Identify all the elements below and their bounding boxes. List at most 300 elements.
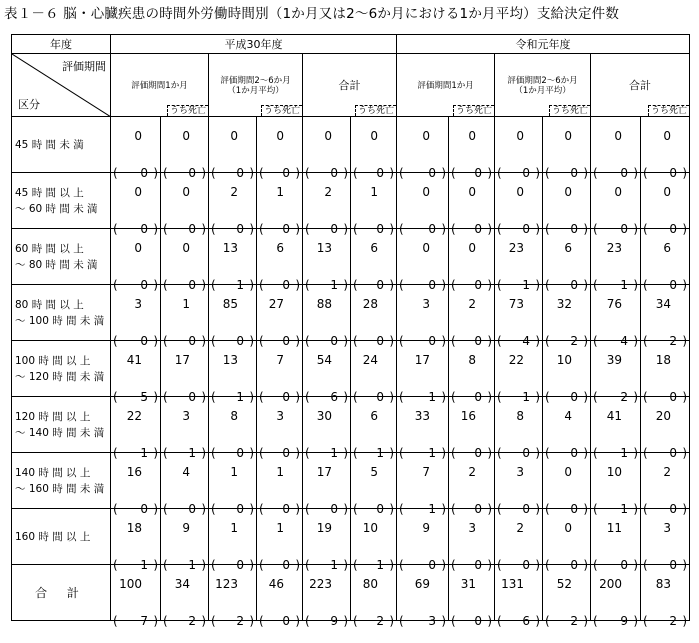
count-value: 1 — [276, 465, 284, 479]
r1-eval2-sublabel: （1か月平均） — [514, 86, 571, 96]
count-value: 10 — [606, 465, 623, 479]
table-row — [12, 117, 690, 173]
h30-eval1-label: 評価期間1か月 — [131, 81, 188, 91]
count-value: 0 — [182, 185, 190, 199]
row-label — [12, 117, 111, 173]
value-cell: 2 ( 0 ) — [449, 453, 495, 509]
paren-count: 0 — [236, 558, 244, 572]
paren-count: 0 — [522, 558, 531, 572]
count-value: 85 — [222, 297, 238, 311]
count-value: 3 — [663, 521, 672, 535]
value-cell: 7 ( 0 ) — [257, 341, 303, 397]
row-label — [12, 453, 111, 509]
count-value: 69 — [414, 577, 431, 591]
count-value: 73 — [508, 297, 525, 311]
value-cell: 0 ( 0 ) — [161, 117, 209, 173]
paren-count: 1 — [428, 446, 437, 460]
r1-eval2-header — [495, 54, 591, 117]
count-value: 0 — [516, 185, 525, 199]
count-value: 3 — [422, 297, 431, 311]
count-value: 0 — [134, 185, 142, 199]
value-cell: 0 ( 0 ) — [397, 173, 449, 229]
paren-count: 0 — [522, 222, 531, 236]
value-cell: 1 ( 0 ) — [257, 509, 303, 565]
value-cell: 4 ( 0 ) — [161, 453, 209, 509]
year-h30-header: 平成30年度 — [111, 35, 397, 54]
count-value: 4 — [564, 409, 573, 423]
count-value: 83 — [655, 577, 672, 591]
count-value: 52 — [556, 577, 573, 591]
count-value: 20 — [655, 409, 672, 423]
count-value: 1 — [230, 465, 238, 479]
paren-count: 0 — [330, 502, 338, 516]
value-cell: 0 ( 0 ) — [303, 117, 351, 173]
paren-count: 4 — [522, 334, 531, 348]
count-value: 41 — [126, 353, 142, 367]
paren-count: 0 — [474, 390, 483, 404]
paren-count: 1 — [236, 390, 244, 404]
count-value: 13 — [222, 241, 238, 255]
value-cell: 6 ( 0 ) — [641, 229, 690, 285]
table-row — [12, 341, 690, 397]
value-cell: 34 ( 2 ) — [641, 285, 690, 341]
count-value: 3 — [468, 521, 477, 535]
value-cell: 10 ( 1 ) — [591, 453, 641, 509]
value-cell: 88 ( 0 ) — [303, 285, 351, 341]
paren-count: 0 — [376, 278, 385, 292]
count-value: 1 — [230, 521, 238, 535]
count-value: 3 — [516, 465, 525, 479]
value-cell: 32 ( 2 ) — [543, 285, 591, 341]
count-value: 6 — [276, 241, 284, 255]
h30-eval2-label: 評価期間2～6か月 — [220, 76, 291, 86]
value-cell: 1 ( 0 ) — [351, 173, 397, 229]
count-value: 223 — [309, 577, 332, 591]
value-cell: 17 ( 1 ) — [397, 341, 449, 397]
value-cell: 22 ( 1 ) — [495, 341, 543, 397]
paren-count: 0 — [570, 446, 579, 460]
count-value: 9 — [182, 521, 190, 535]
h30-eval1-header — [111, 54, 209, 117]
table-row — [12, 397, 690, 453]
count-value: 0 — [468, 129, 477, 143]
value-cell: 1 ( 0 ) — [257, 453, 303, 509]
count-value: 34 — [655, 297, 672, 311]
paren-count: 0 — [474, 166, 483, 180]
value-cell: 30 ( 1 ) — [303, 397, 351, 453]
paren-count: 1 — [620, 446, 629, 460]
value-cell: 0 ( 0 ) — [397, 117, 449, 173]
paren-count: 0 — [474, 334, 483, 348]
count-value: 23 — [606, 241, 623, 255]
paren-count: 0 — [282, 390, 290, 404]
row-label-line1: 80 時 間 以 上 — [15, 298, 84, 311]
paren-count: 0 — [428, 166, 437, 180]
paren-count: 0 — [140, 222, 148, 236]
corner-header — [12, 54, 111, 117]
value-cell: 0 ( 0 ) — [591, 117, 641, 173]
value-cell: 10 ( 0 ) — [543, 341, 591, 397]
table-row — [12, 509, 690, 565]
count-value: 0 — [182, 241, 190, 255]
count-value: 3 — [276, 409, 284, 423]
value-cell: 20 ( 0 ) — [641, 397, 690, 453]
value-cell: 2 ( 0 ) — [495, 509, 543, 565]
value-cell: 23 ( 1 ) — [591, 229, 641, 285]
value-cell: 8 ( 0 ) — [209, 397, 257, 453]
count-value: 0 — [516, 129, 525, 143]
paren-count: 1 — [522, 278, 531, 292]
count-value: 10 — [362, 521, 379, 535]
count-value: 2 — [230, 185, 238, 199]
paren-count: 1 — [428, 390, 437, 404]
paren-count: 2 — [669, 334, 678, 348]
paren-count: 1 — [140, 446, 148, 460]
paren-count: 0 — [669, 558, 678, 572]
paren-count: 0 — [188, 278, 196, 292]
count-value: 32 — [556, 297, 573, 311]
row-label-line1: 100 時 間 以 上 — [15, 354, 91, 367]
value-cell: 0 ( 0 ) — [111, 173, 161, 229]
count-value: 0 — [468, 241, 477, 255]
value-cell: 200 ( 9 ) — [591, 565, 641, 621]
paren-count: 0 — [330, 222, 338, 236]
count-value: 1 — [276, 521, 284, 535]
count-value: 0 — [182, 129, 190, 143]
value-cell: 6 ( 0 ) — [257, 229, 303, 285]
paren-count: 0 — [669, 446, 678, 460]
count-value: 0 — [422, 185, 431, 199]
count-value: 2 — [663, 465, 672, 479]
value-cell: 13 ( 1 ) — [209, 341, 257, 397]
value-cell: 3 ( 0 ) — [397, 285, 449, 341]
r1-total-deaths: うち死亡 — [648, 105, 689, 116]
count-value: 34 — [174, 577, 190, 591]
paren-count: 0 — [236, 446, 244, 460]
paren-count: 0 — [522, 166, 531, 180]
paren-count: 6 — [330, 390, 338, 404]
value-cell: 6 ( 0 ) — [543, 229, 591, 285]
paren-count: 0 — [428, 334, 437, 348]
paren-count: 2 — [376, 614, 385, 628]
count-value: 0 — [468, 185, 477, 199]
value-cell: 17 ( 0 ) — [303, 453, 351, 509]
paren-count: 2 — [570, 334, 579, 348]
paren-count: 9 — [330, 614, 338, 628]
value-cell: 1 ( 0 ) — [209, 453, 257, 509]
count-value: 2 — [516, 521, 525, 535]
value-cell: 27 ( 0 ) — [257, 285, 303, 341]
value-cell: 2 ( 0 ) — [303, 173, 351, 229]
paren-count: 4 — [620, 334, 629, 348]
count-value: 0 — [663, 129, 672, 143]
value-cell: 69 ( 3 ) — [397, 565, 449, 621]
value-cell: 16 ( 0 ) — [449, 397, 495, 453]
paren-count: 0 — [376, 222, 385, 236]
count-value: 17 — [174, 353, 190, 367]
paren-count: 0 — [669, 166, 678, 180]
value-cell: 54 ( 6 ) — [303, 341, 351, 397]
paren-count: 0 — [474, 278, 483, 292]
count-value: 28 — [362, 297, 379, 311]
value-cell: 0 ( 0 ) — [495, 173, 543, 229]
paren-count: 0 — [140, 166, 148, 180]
r1-eval1-header — [397, 54, 495, 117]
value-cell: 10 ( 1 ) — [351, 509, 397, 565]
paren-count: 0 — [188, 166, 196, 180]
value-cell: 123 ( 2 ) — [209, 565, 257, 621]
row-label-line2: ～ 120 時 間 未 満 — [15, 370, 105, 383]
paren-count: 0 — [376, 334, 385, 348]
count-value: 41 — [606, 409, 623, 423]
paren-count: 1 — [330, 278, 338, 292]
paren-count: 0 — [282, 166, 290, 180]
value-cell: 0 ( 0 ) — [591, 173, 641, 229]
count-value: 6 — [663, 241, 672, 255]
count-value: 200 — [599, 577, 623, 591]
year-r1-header: 令和元年度 — [397, 35, 690, 54]
paren-count: 2 — [570, 614, 579, 628]
value-cell: 4 ( 0 ) — [543, 397, 591, 453]
paren-count: 0 — [570, 502, 579, 516]
count-value: 88 — [316, 297, 332, 311]
paren-count: 0 — [570, 390, 579, 404]
count-value: 2 — [324, 185, 332, 199]
row-label — [12, 509, 111, 565]
count-value: 1 — [370, 185, 379, 199]
paren-count: 0 — [330, 166, 338, 180]
paren-count: 0 — [620, 222, 629, 236]
paren-count: 1 — [140, 558, 148, 572]
value-cell: 0 ( 0 ) — [397, 229, 449, 285]
value-cell: 0 ( 0 ) — [543, 453, 591, 509]
count-value: 19 — [316, 521, 332, 535]
count-value: 9 — [422, 521, 431, 535]
paren-count: 0 — [282, 222, 290, 236]
count-value: 3 — [134, 297, 142, 311]
count-value: 17 — [414, 353, 431, 367]
count-value: 16 — [460, 409, 477, 423]
value-cell: 3 ( 0 ) — [641, 509, 690, 565]
paren-count: 0 — [236, 502, 244, 516]
paren-count: 0 — [236, 166, 244, 180]
value-cell: 2 ( 0 ) — [449, 285, 495, 341]
value-cell: 0 ( 0 ) — [641, 173, 690, 229]
table-row — [12, 229, 690, 285]
paren-count: 0 — [188, 502, 196, 516]
table-row — [12, 173, 690, 229]
value-cell: 11 ( 0 ) — [591, 509, 641, 565]
row-label — [12, 285, 111, 341]
paren-count: 0 — [282, 614, 290, 628]
paren-count: 0 — [140, 278, 148, 292]
count-value: 6 — [564, 241, 573, 255]
paren-count: 0 — [188, 334, 196, 348]
paren-count: 0 — [570, 558, 579, 572]
value-cell: 131 ( 6 ) — [495, 565, 543, 621]
row-label-line1: 120 時 間 以 上 — [15, 410, 91, 423]
value-cell: 6 ( 1 ) — [351, 397, 397, 453]
count-value: 10 — [556, 353, 573, 367]
count-value: 23 — [508, 241, 525, 255]
count-value: 0 — [422, 129, 431, 143]
count-value: 7 — [422, 465, 431, 479]
value-cell: 2 ( 0 ) — [641, 453, 690, 509]
paren-count: 0 — [474, 614, 483, 628]
value-cell: 3 ( 0 ) — [111, 285, 161, 341]
row-label — [12, 229, 111, 285]
count-value: 0 — [324, 129, 332, 143]
paren-count: 0 — [236, 334, 244, 348]
value-cell: 83 ( 2 ) — [641, 565, 690, 621]
count-value: 1 — [182, 297, 190, 311]
paren-count: 0 — [376, 390, 385, 404]
value-cell: 3 ( 1 ) — [161, 397, 209, 453]
value-cell: 0 ( 0 ) — [351, 117, 397, 173]
count-value: 27 — [268, 297, 284, 311]
count-value: 54 — [316, 353, 332, 367]
count-value: 22 — [508, 353, 525, 367]
r1-eval1-deaths: うち死亡 — [453, 105, 494, 116]
paren-count: 0 — [570, 222, 579, 236]
value-cell: 0 ( 0 ) — [495, 117, 543, 173]
paren-count: 1 — [522, 390, 531, 404]
value-cell: 0 ( 0 ) — [543, 509, 591, 565]
paren-count: 2 — [188, 614, 196, 628]
paren-count: 0 — [428, 558, 437, 572]
paren-count: 0 — [376, 166, 385, 180]
count-value: 24 — [362, 353, 379, 367]
paren-count: 0 — [620, 558, 629, 572]
count-value: 100 — [119, 577, 142, 591]
count-value: 13 — [316, 241, 332, 255]
count-value: 0 — [614, 185, 623, 199]
row-label-line2: ～ 140 時 間 未 満 — [15, 426, 105, 439]
paren-count: 6 — [522, 614, 531, 628]
paren-count: 3 — [428, 614, 437, 628]
count-value: 16 — [126, 465, 142, 479]
row-label — [12, 341, 111, 397]
h30-eval2-deaths: うち死亡 — [261, 105, 302, 116]
count-value: 30 — [316, 409, 332, 423]
h30-total-header — [303, 54, 397, 117]
row-label-line1: 45 時 間 以 上 — [15, 186, 84, 199]
paren-count: 0 — [376, 502, 385, 516]
value-cell: 100 ( 7 ) — [111, 565, 161, 621]
row-label-line2: ～ 160 時 間 未 満 — [15, 482, 105, 495]
paren-count: 1 — [620, 502, 629, 516]
count-value: 39 — [606, 353, 623, 367]
value-cell: 2 ( 0 ) — [209, 173, 257, 229]
value-cell: 1 ( 0 ) — [209, 509, 257, 565]
count-value: 123 — [215, 577, 238, 591]
value-cell: 8 ( 0 ) — [495, 397, 543, 453]
value-cell: 17 ( 0 ) — [161, 341, 209, 397]
value-cell: 13 ( 1 ) — [303, 229, 351, 285]
r1-total-header — [591, 54, 690, 117]
paren-count: 0 — [474, 502, 483, 516]
paren-count: 0 — [188, 222, 196, 236]
row-label-line1: 45 時 間 未 満 — [15, 138, 84, 151]
count-value: 5 — [370, 465, 379, 479]
row-label — [12, 173, 111, 229]
total-label: 合 計 — [12, 565, 111, 621]
paren-count: 0 — [236, 222, 244, 236]
count-value: 18 — [126, 521, 142, 535]
count-value: 18 — [655, 353, 672, 367]
count-value: 0 — [134, 241, 142, 255]
paren-count: 5 — [140, 390, 148, 404]
value-cell: 6 ( 0 ) — [351, 229, 397, 285]
value-cell: 8 ( 0 ) — [449, 341, 495, 397]
paren-count: 1 — [188, 558, 196, 572]
value-cell: 73 ( 4 ) — [495, 285, 543, 341]
count-value: 1 — [276, 185, 284, 199]
value-cell: 31 ( 0 ) — [449, 565, 495, 621]
value-cell: 0 ( 0 ) — [449, 173, 495, 229]
value-cell: 0 ( 0 ) — [161, 173, 209, 229]
paren-count: 7 — [140, 614, 148, 628]
paren-count: 1 — [330, 446, 338, 460]
paren-count: 0 — [282, 278, 290, 292]
value-cell: 3 ( 0 ) — [495, 453, 543, 509]
paren-count: 2 — [669, 614, 678, 628]
value-cell: 19 ( 1 ) — [303, 509, 351, 565]
value-cell: 3 ( 0 ) — [449, 509, 495, 565]
value-cell: 23 ( 1 ) — [495, 229, 543, 285]
paren-count: 0 — [522, 502, 531, 516]
count-value: 2 — [468, 297, 477, 311]
count-value: 0 — [134, 129, 142, 143]
total-row — [12, 565, 690, 621]
count-value: 0 — [564, 129, 573, 143]
count-value: 76 — [606, 297, 623, 311]
count-value: 6 — [370, 409, 379, 423]
value-cell: 28 ( 0 ) — [351, 285, 397, 341]
count-value: 11 — [606, 521, 623, 535]
count-value: 4 — [182, 465, 190, 479]
r1-total-label: 合計 — [629, 79, 652, 92]
value-cell: 3 ( 0 ) — [257, 397, 303, 453]
paren-count: 0 — [570, 278, 579, 292]
paren-count: 0 — [669, 390, 678, 404]
count-value: 0 — [370, 129, 379, 143]
value-cell: 0 ( 0 ) — [257, 117, 303, 173]
paren-count: 1 — [376, 446, 385, 460]
r1-eval2-deaths: うち死亡 — [549, 105, 590, 116]
count-value: 131 — [501, 577, 525, 591]
row-label-line2: ～ 100 時 間 未 満 — [15, 314, 105, 327]
r1-eval1-label: 評価期間1か月 — [417, 81, 474, 91]
r1-eval2-label: 評価期間2～6か月 — [507, 76, 578, 86]
value-cell: 0 ( 0 ) — [111, 229, 161, 285]
count-value: 8 — [468, 353, 477, 367]
value-cell: 41 ( 5 ) — [111, 341, 161, 397]
row-label-line2: ～ 60 時 間 未 満 — [15, 202, 98, 215]
paren-count: 0 — [188, 390, 196, 404]
paren-count: 0 — [282, 446, 290, 460]
value-cell: 0 ( 0 ) — [449, 229, 495, 285]
value-cell: 39 ( 2 ) — [591, 341, 641, 397]
paren-count: 0 — [522, 446, 531, 460]
paren-count: 1 — [620, 278, 629, 292]
count-value: 0 — [230, 129, 238, 143]
value-cell: 80 ( 2 ) — [351, 565, 397, 621]
count-value: 7 — [276, 353, 284, 367]
value-cell: 0 ( 0 ) — [209, 117, 257, 173]
paren-count: 0 — [282, 558, 290, 572]
table-row — [12, 285, 690, 341]
